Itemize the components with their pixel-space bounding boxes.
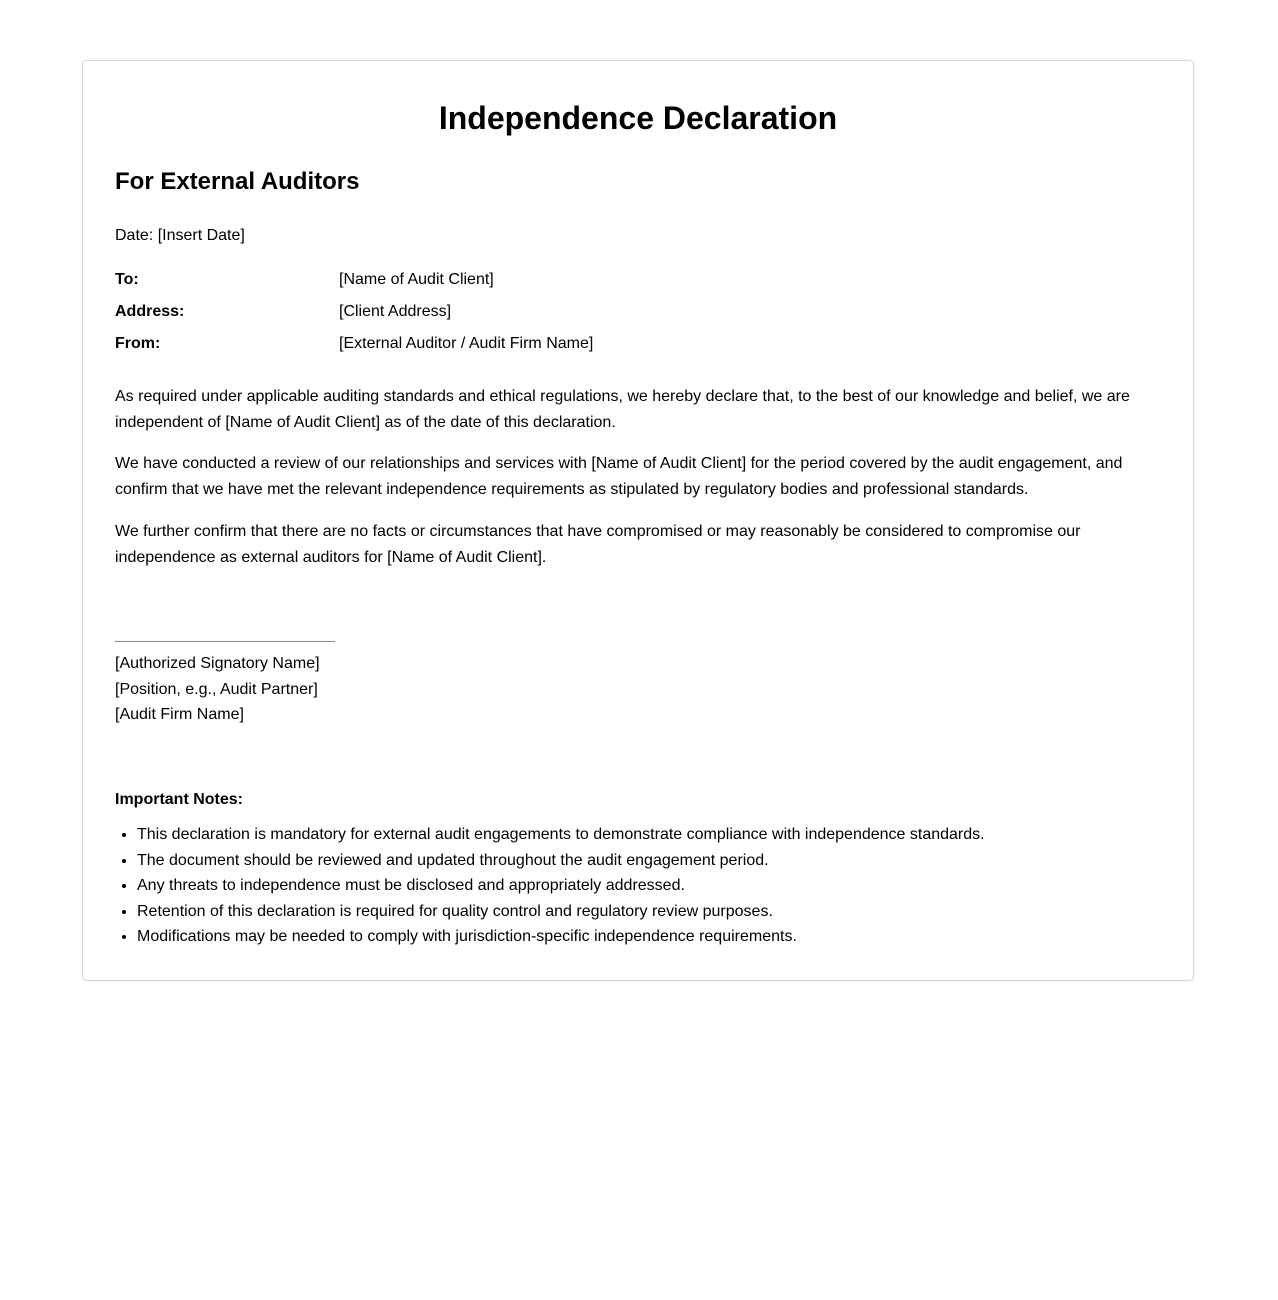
note-item: • Retention of this declaration is required for quality control and regulatory review purposes. xyxy=(137,899,1155,925)
address-label: From: xyxy=(115,335,161,352)
declaration-paragraph: We further confirm that there are no facts or circumstances that have compromised or may reasonably be considered to compromise our independence as external auditors for [Name of Audit Client]. xyxy=(115,523,1081,566)
address-label: Address: xyxy=(115,303,185,320)
note-item: • This declaration is mandatory for external audit engagements to demonstrate compliance with independence standards. xyxy=(137,822,1155,848)
address-label: To: xyxy=(115,271,139,288)
declaration-paragraph: As required under applicable auditing standards and ethical regulations, we hereby declare that, to the best of our knowledge and belief, we are independent of [Name of Audit Client] as of the date of this declaration. xyxy=(115,388,1130,431)
notes-list xyxy=(115,822,1155,950)
signatory-name: [Authorized Signatory Name] xyxy=(115,655,320,672)
note-item: • The document should be reviewed and updated throughout the audit engagement period. xyxy=(137,848,1155,874)
address-value: [External Auditor / Audit Firm Name] xyxy=(339,335,594,352)
note-item: • Modifications may be needed to comply with jurisdiction-specific independence requirements. xyxy=(137,924,1155,950)
signature-block xyxy=(115,651,320,728)
address-row-from xyxy=(115,334,1015,354)
signatory-position: [Position, e.g., Audit Partner] xyxy=(115,680,318,698)
notes-heading: Important Notes: xyxy=(115,791,243,808)
address-value: [Client Address] xyxy=(339,303,452,320)
address-value: [Name of Audit Client] xyxy=(339,271,494,288)
signatory-firm: [Audit Firm Name] xyxy=(115,706,244,724)
address-row-address xyxy=(115,302,1015,322)
signature-line xyxy=(115,641,335,642)
note-item: • Any threats to independence must be disclosed and appropriately addressed. xyxy=(137,873,1155,899)
declaration-paragraph: We have conducted a review of our relationships and services with [Name of Audit Client] for the period covered by the audit engagement, and confirm that we have met the relevant independence requirements as stipulated by regulatory bodies and professional standards. xyxy=(115,455,1123,498)
document-title: Independence Declaration xyxy=(438,100,838,136)
document-subtitle: For External Auditors xyxy=(115,168,360,195)
date-line: Date: [Insert Date] xyxy=(115,227,245,244)
declaration-document xyxy=(82,60,1194,981)
address-row-to xyxy=(115,270,1015,290)
